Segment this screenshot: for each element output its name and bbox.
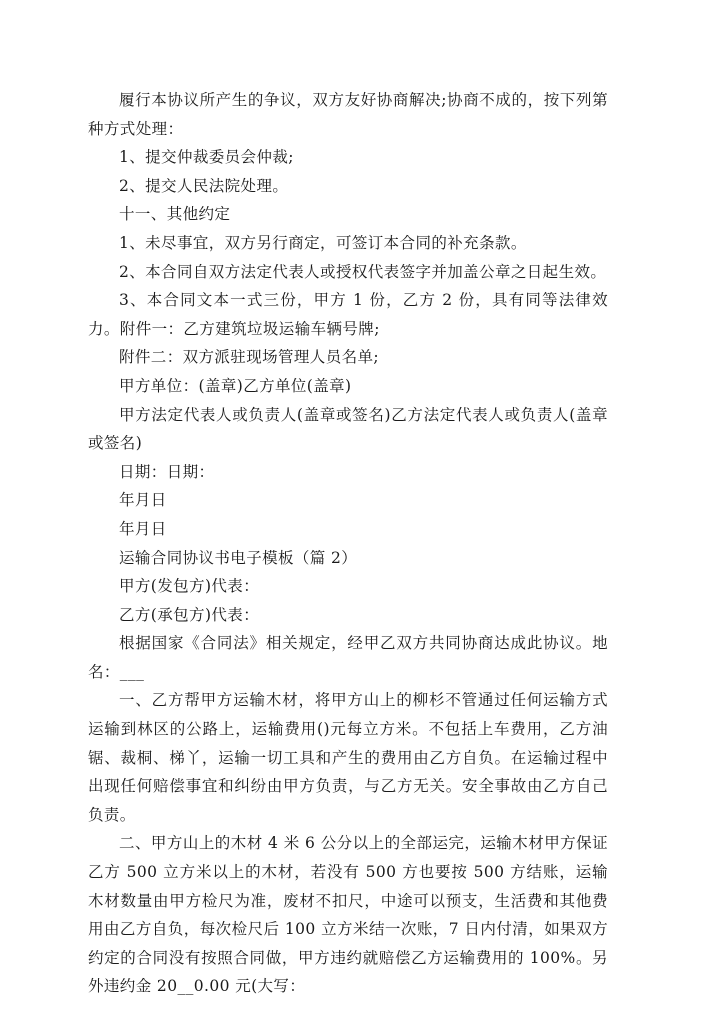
party-a-representative: 甲方(发包方)代表： xyxy=(119,577,260,596)
paragraph-effective-date: 2、本合同自双方法定代表人或授权代表签字并加盖公章之日起生效。 xyxy=(119,262,607,281)
paragraph-arbitration: 1、提交仲裁委员会仲裁; xyxy=(119,148,294,167)
signature-dates: 日期：日期： xyxy=(119,462,215,481)
paragraph-legal-basis: 根据国家《合同法》相关规定，经甲乙双方共同协商达成此协议。地名：___ xyxy=(88,634,608,681)
paragraph-attachment-two: 附件二：双方派驻现场管理人员名单; xyxy=(119,348,380,367)
paragraph-supplementary-terms: 1、未尽事宜，双方另行商定，可签订本合同的补充条款。 xyxy=(119,233,527,252)
date-line-party-b: 年月日 xyxy=(119,519,167,538)
paragraph-court: 2、提交人民法院处理。 xyxy=(119,176,289,195)
paragraph-dispute-resolution: 履行本协议所产生的争议，双方友好协商解决;协商不成的，按下列第种方式处理： xyxy=(88,91,608,138)
signature-representatives: 甲方法定代表人或负责人(盖章或签名)乙方法定代表人或负责人(盖章或签名) xyxy=(88,405,608,453)
section-heading-other-agreements: 十一、其他约定 xyxy=(119,205,231,224)
template-title: 运输合同协议书电子模板（篇 2） xyxy=(119,548,358,567)
party-b-representative: 乙方(承包方)代表： xyxy=(119,605,260,624)
signature-units: 甲方单位：(盖章)乙方单位(盖章) xyxy=(119,376,352,395)
clause-two: 二、甲方山上的木材 4 米 6 公分以上的全部运完，运输木材甲方保证乙方 500 立方米以上的木材，若没有 500 方也要按 500 方结账，运输木材数量由甲方检尺为准，废材不扣尺，中途可以预支，生活费和其他费用由乙方自负，每次检尺后 100 立方米结一次账，7 日内付清，如果双方约定的合同没有按照合同做，甲方违约就赔偿乙方运输费用的 100%。另外违约金 20__0.00 元(大写： xyxy=(88,834,608,996)
date-line-party-a: 年月日 xyxy=(119,491,167,510)
paragraph-copies-attachment-one: 3、本合同文本一式三份，甲方 1 份，乙方 2 份，具有同等法律效力。附件一：乙方建筑垃圾运输车辆号牌; xyxy=(88,291,608,338)
document-body xyxy=(88,86,608,1001)
clause-one: 一、乙方帮甲方运输木材，将甲方山上的柳杉不管通过任何运输方式运输到林区的公路上，运输费用()元每立方米。不包括上车费用，乙方油锯、裁桐、梯丫，运输一切工具和产生的费用由乙方自负。在运输过程中出现任何赔偿事宜和纠纷由甲方负责，与乙方无关。安全事故由乙方自己负责。 xyxy=(88,691,608,824)
